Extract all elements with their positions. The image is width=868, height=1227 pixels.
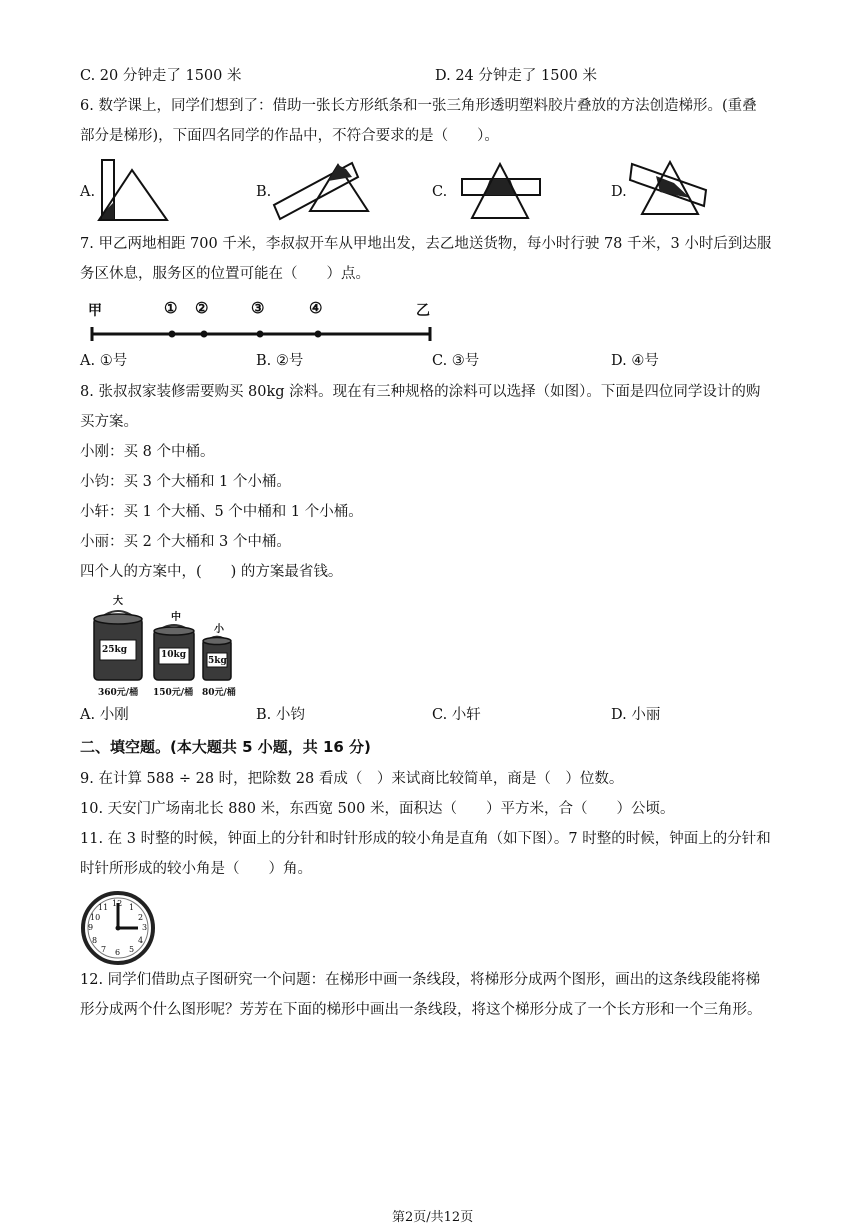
clock-number: 3 <box>142 923 148 932</box>
q6-option-a-label: A. <box>80 184 96 200</box>
q8-text-line2: 买方案。 <box>80 414 138 430</box>
q7-text-line2: 务区休息，服务区的位置可能在（ ）点。 <box>80 266 370 282</box>
q7-option-c: C. ③号 <box>432 353 480 369</box>
clock-number: 2 <box>138 913 144 922</box>
bucket-small-size: 小 <box>214 624 224 635</box>
q6-option-d-label: D. <box>611 184 627 200</box>
clock-number: 1 <box>129 903 135 912</box>
q8-option-d: D. 小丽 <box>611 707 661 723</box>
q12-text-line1: 12. 同学们借助点子图研究一个问题：在梯形中画一条线段，将梯形分成两个图形，画出的这条线段能将梯 <box>80 972 761 988</box>
bucket-medium-price: 150元/桶 <box>153 688 194 698</box>
number-line-label-start: 甲 <box>88 303 102 319</box>
number-line-label-end: 乙 <box>416 303 430 319</box>
q8-option-b: B. 小钧 <box>256 707 305 723</box>
q7-text-line1: 7. 甲乙两地相距 700 千米，李叔叔开车从甲地出发，去乙地送货物，每小时行驶 78 千米，3 小时后到达服 <box>80 236 772 252</box>
number-line-point-3-label: ③ <box>251 299 265 317</box>
q12-text-line2: 形分成两个什么图形呢？芳芳在下面的梯形中画出一条线段，将这个梯形分成了一个长方形和一个三角形。 <box>80 1002 762 1018</box>
q8-text-line1: 8. 张叔叔家装修需要购买 80kg 涂料。现在有三种规格的涂料可以选择（如图）。下面是四位同学设计的购 <box>80 384 761 400</box>
bucket-small-weight: 5kg <box>208 656 227 666</box>
number-line-point-2-label: ② <box>195 299 209 317</box>
q5-option-d: D. 24 分钟走了 1500 米 <box>435 68 598 84</box>
clock-number: 10 <box>90 913 101 922</box>
bucket-medium-weight: 10kg <box>161 650 187 660</box>
q8-question: 四个人的方案中，( ) 的方案最省钱。 <box>80 564 343 580</box>
q9-text: 9. 在计算 588 ÷ 28 时，把除数 28 看成（ ）来试商比较简单，商是（ ）位数。 <box>80 771 624 787</box>
q8-option-a: A. 小刚 <box>80 707 129 723</box>
q7-option-d: D. ④号 <box>611 353 659 369</box>
q8-plan-2: 小钧：买 3 个大桶和 1 个小桶。 <box>80 474 291 490</box>
q6-text-line2: 部分是梯形)，下面四名同学的作品中，不符合要求的是（ ）。 <box>80 128 499 144</box>
number-line-point-1-label: ① <box>164 299 178 317</box>
clock-number: 9 <box>88 923 94 932</box>
q6-figure-c <box>458 158 548 224</box>
number-line <box>90 324 436 344</box>
q6-option-b-label: B. <box>256 184 272 200</box>
q10-text: 10. 天安门广场南北长 880 米，东西宽 500 米，面积达（ ）平方米，合（ ）公顷。 <box>80 801 675 817</box>
q11-text-line2: 时针所形成的较小角是（ ）角。 <box>80 861 312 877</box>
q8-option-c: C. 小轩 <box>432 707 481 723</box>
bucket-large-size: 大 <box>113 596 123 607</box>
clock-number: 6 <box>115 948 121 957</box>
clock-number: 4 <box>138 936 144 945</box>
bucket-medium-size: 中 <box>171 612 181 623</box>
q6-figure-d <box>628 158 718 224</box>
bucket-large-weight: 25kg <box>102 645 128 655</box>
clock-number: 5 <box>129 945 135 954</box>
clock-number: 11 <box>98 903 109 912</box>
section-title: 二、填空题。(本大题共 5 小题，共 16 分) <box>80 738 371 756</box>
clock-icon <box>80 890 156 966</box>
clock-number: 12 <box>112 899 123 908</box>
q7-option-a: A. ①号 <box>80 353 128 369</box>
q7-option-b: B. ②号 <box>256 353 304 369</box>
q11-text-line1: 11. 在 3 时整的时候，钟面上的分针和时针形成的较小角是直角（如下图）。7 时整的时候，钟面上的分针和 <box>80 831 771 847</box>
q5-option-c: C. 20 分钟走了 1500 米 <box>80 68 242 84</box>
q6-figure-b <box>272 155 382 225</box>
clock-number: 8 <box>92 936 98 945</box>
number-line-point-4-label: ④ <box>309 299 323 317</box>
clock-number: 7 <box>101 945 107 954</box>
q6-option-c-label: C. <box>432 184 448 200</box>
q8-plan-3: 小轩：买 1 个大桶、5 个中桶和 1 个小桶。 <box>80 504 363 520</box>
q6-text-line1: 6. 数学课上，同学们想到了：借助一张长方形纸条和一张三角形透明塑料胶片叠放的方法创造梯形。(重叠 <box>80 98 757 114</box>
bucket-large <box>88 604 148 684</box>
page-number: 第2页/共12页 <box>392 1210 474 1225</box>
q6-figure-a <box>95 158 175 224</box>
q8-plan-1: 小刚：买 8 个中桶。 <box>80 444 215 460</box>
q8-plan-4: 小丽：买 2 个大桶和 3 个中桶。 <box>80 534 291 550</box>
bucket-large-price: 360元/桶 <box>98 688 139 698</box>
bucket-small-price: 80元/桶 <box>202 688 236 698</box>
